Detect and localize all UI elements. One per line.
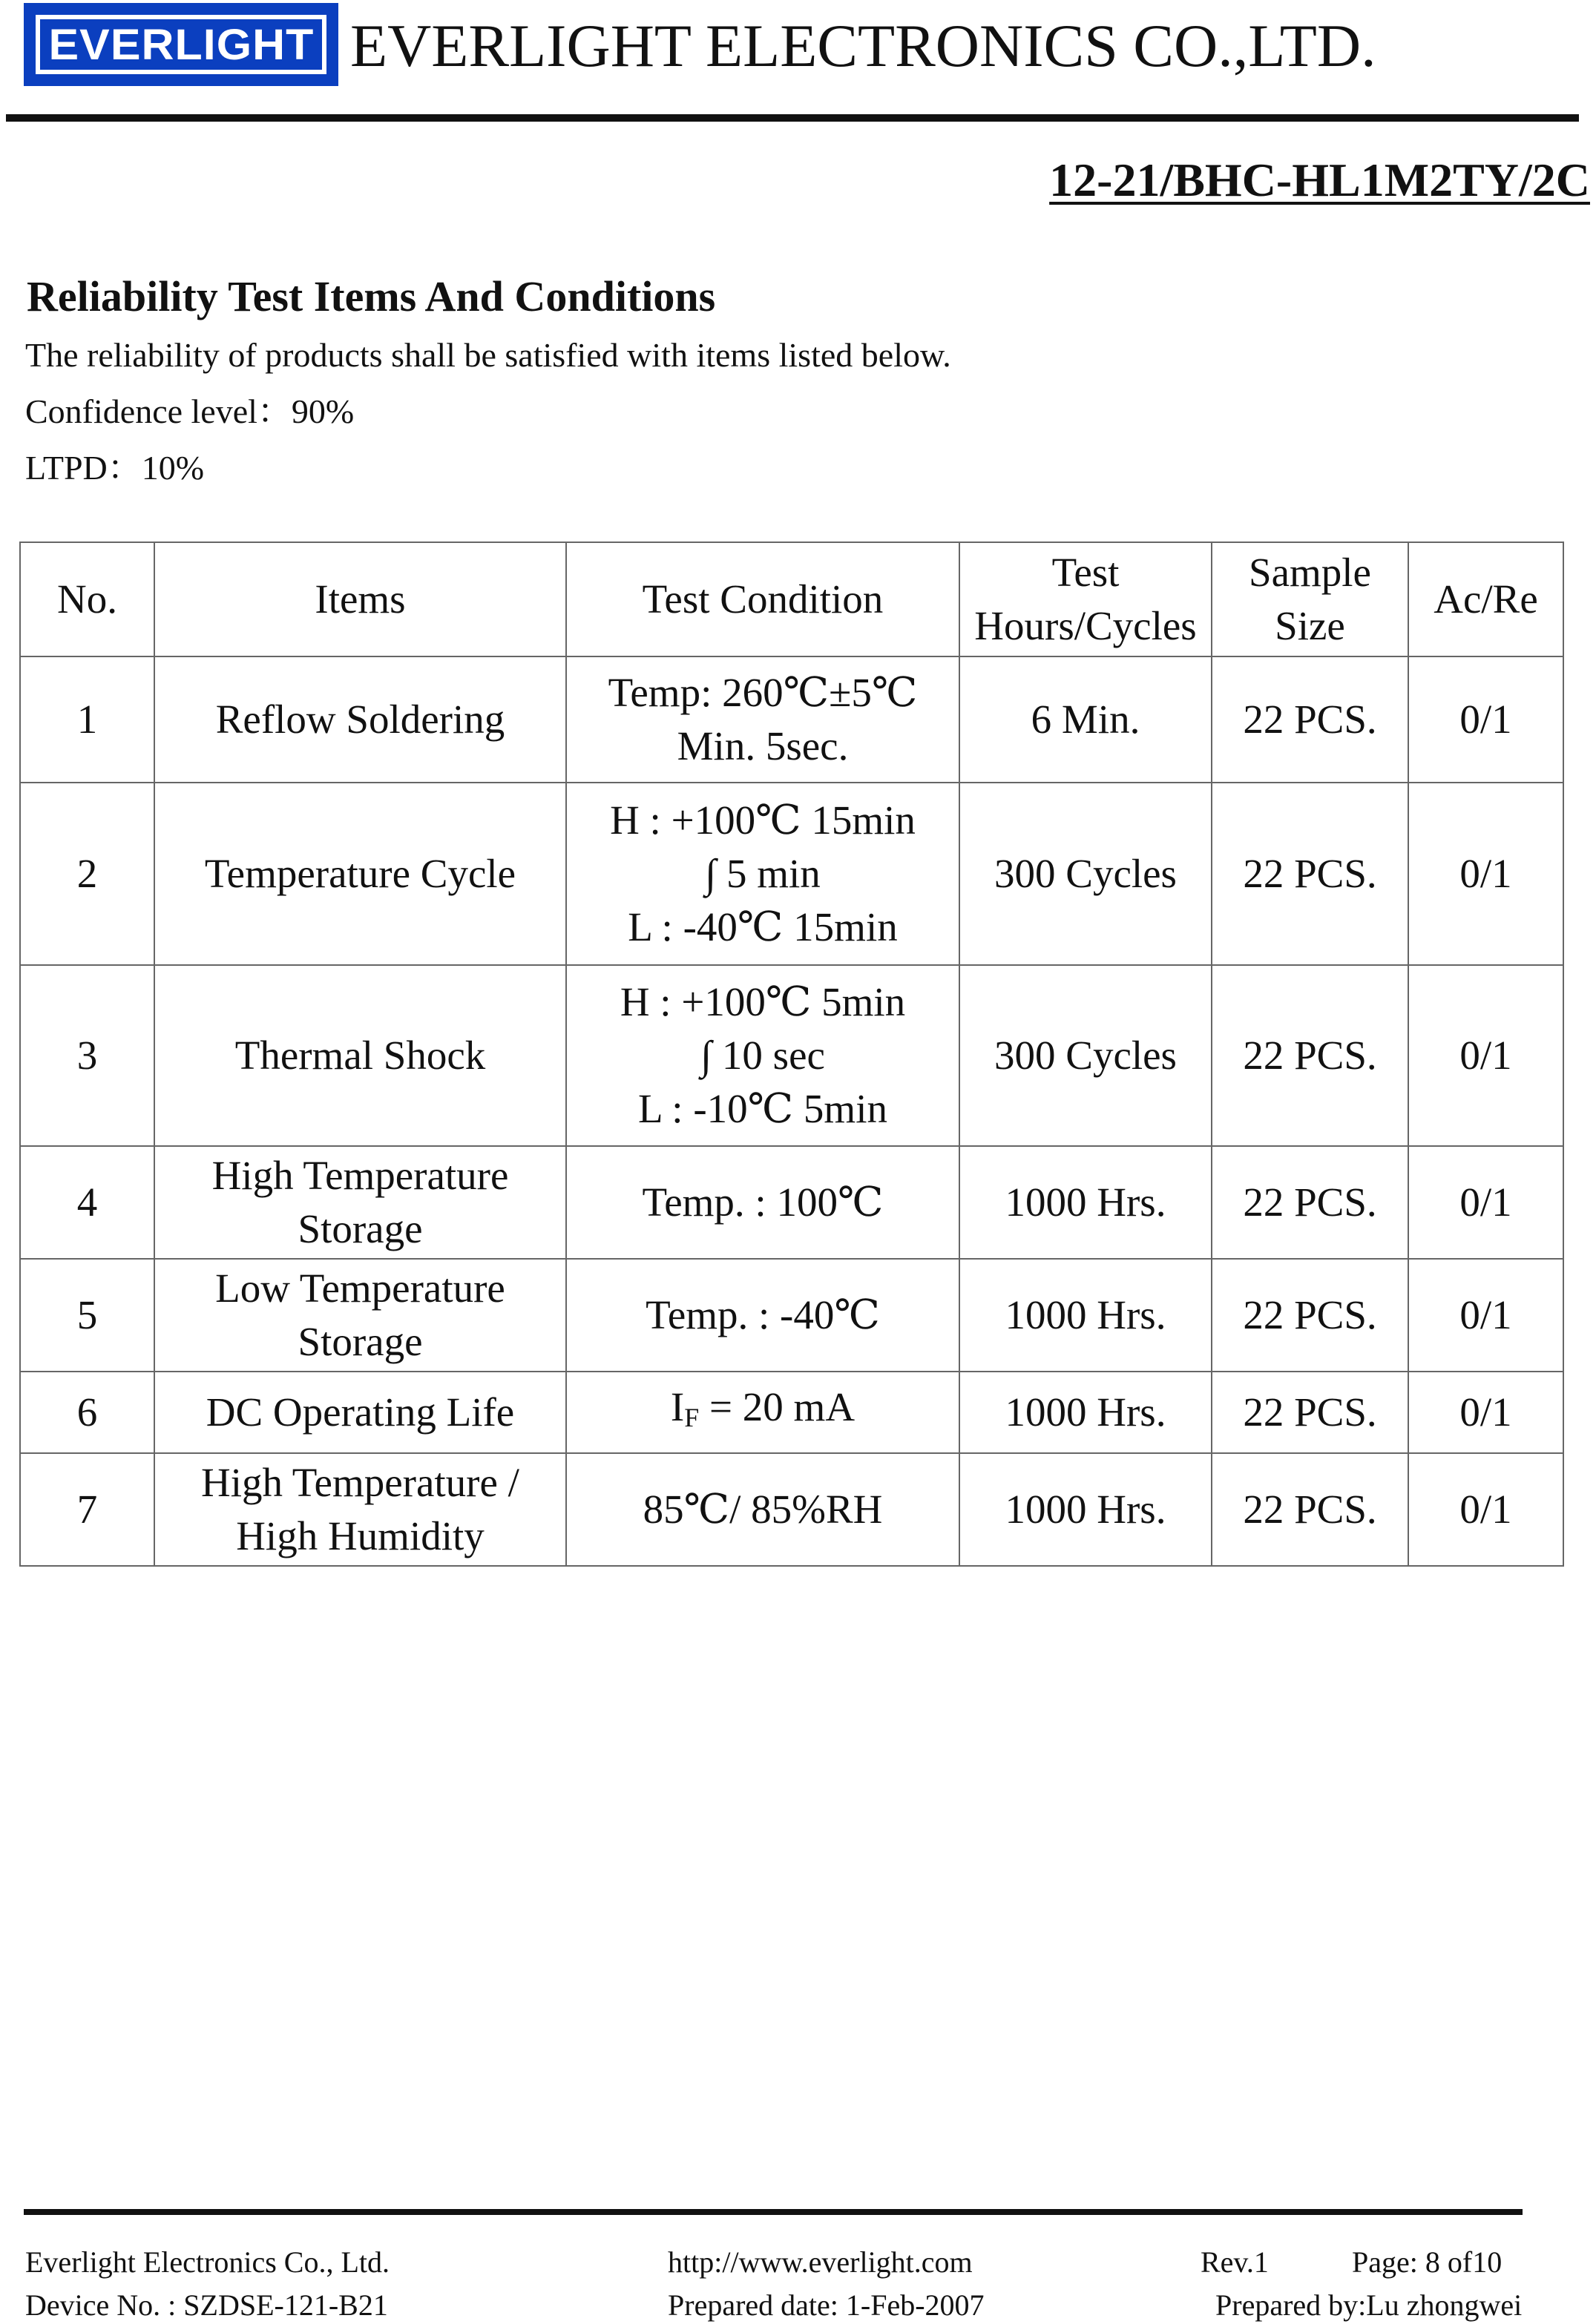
col-header-hours-line2: Hours/Cycles [974,603,1197,648]
cell-condition-line: H : +100℃ 15min [610,797,916,843]
footer-url[interactable]: http://www.everlight.com [668,2245,973,2279]
cell-no: 2 [20,783,154,965]
cell-hours: 1000 Hrs. [959,1146,1212,1259]
cell-acre: 0/1 [1408,1372,1563,1453]
cell-item-line: Storage [298,1319,423,1364]
footer-device-number: Device No. : SZDSE-121-B21 [25,2288,388,2322]
col-header-hours-line1: Test [1051,550,1120,595]
cell-sample: 22 PCS. [1212,783,1408,965]
cell-no: 3 [20,965,154,1146]
col-header-sample-line2: Size [1275,603,1345,648]
forward-current-value: = 20 mA [699,1384,856,1429]
ltpd-value: LTPD：10% [25,449,205,487]
cell-sample: 22 PCS. [1212,965,1408,1146]
header-rule [6,114,1579,122]
cell-item-line: High Temperature [211,1153,509,1198]
cell-item [154,1259,566,1372]
cell-sample: 22 PCS. [1212,1146,1408,1259]
table-header-row [20,542,1563,656]
cell-condition-line: Temp. : 100℃ [642,1179,884,1225]
cell-item [154,1146,566,1259]
cell-condition-line: Min. 5sec. [677,723,849,768]
cell-condition-line: L : -40℃ 15min [628,904,898,949]
cell-item-line: Low Temperature [215,1265,505,1311]
cell-no: 7 [20,1453,154,1566]
cell-condition-line: ∫ 10 sec [700,1033,825,1078]
cell-condition [566,1146,959,1259]
col-header-sample [1212,542,1408,656]
cell-acre: 0/1 [1408,1259,1563,1372]
cell-item-line: Storage [298,1206,423,1251]
cell-hours: 1000 Hrs. [959,1372,1212,1453]
logo-frame [36,15,326,74]
cell-hours: 300 Cycles [959,783,1212,965]
cell-condition [566,656,959,783]
cell-item-line: High Temperature / [201,1460,519,1505]
part-number: 12-21/BHC-HL1M2TY/2C [1049,154,1590,206]
cell-hours: 1000 Hrs. [959,1453,1212,1566]
table-row [20,783,1563,965]
cell-condition [566,965,959,1146]
cell-sample: 22 PCS. [1212,1259,1408,1372]
footer-company: Everlight Electronics Co., Ltd. [25,2245,390,2279]
cell-hours: 300 Cycles [959,965,1212,1146]
col-header-items: Items [154,542,566,656]
cell-hours: 1000 Hrs. [959,1259,1212,1372]
everlight-logo [24,3,338,86]
cell-no: 5 [20,1259,154,1372]
cell-item-line: Thermal Shock [234,1033,486,1078]
cell-condition-line: Temp. : -40℃ [646,1292,880,1337]
table-row [20,1259,1563,1372]
footer-prepared-by: Prepared by:Lu zhongwei [1215,2288,1523,2322]
cell-sample: 22 PCS. [1212,656,1408,783]
section-description: The reliability of products shall be satisfied with items listed below. [25,336,951,374]
cell-item [154,965,566,1146]
cell-condition-line: Temp: 260℃±5℃ [608,670,918,715]
cell-acre: 0/1 [1408,1453,1563,1566]
cell-condition-line: L : -10℃ 5min [638,1086,887,1131]
cell-condition [566,783,959,965]
footer-page-number: Page: 8 of10 [1352,2245,1503,2279]
col-header-condition: Test Condition [566,542,959,656]
cell-sample: 22 PCS. [1212,1453,1408,1566]
footer-prepared-date: Prepared date: 1-Feb-2007 [668,2288,985,2322]
cell-acre: 0/1 [1408,965,1563,1146]
cell-no: 1 [20,656,154,783]
col-header-sample-line1: Sample [1249,550,1371,595]
cell-acre: 0/1 [1408,1146,1563,1259]
footer-revision: Rev.1 [1201,2245,1269,2279]
forward-current-symbol: I [670,1384,685,1429]
section-title: Reliability Test Items And Conditions [27,272,716,320]
table-row [20,656,1563,783]
cell-hours: 6 Min. [959,656,1212,783]
cell-item [154,656,566,783]
cell-acre: 0/1 [1408,783,1563,965]
footer-rule [24,2209,1523,2215]
reliability-table [19,542,1564,1567]
cell-condition-line: ∫ 5 min [705,851,821,896]
cell-condition-line: 85℃/ 85%RH [643,1487,883,1532]
cell-acre: 0/1 [1408,656,1563,783]
cell-item-line: High Humidity [236,1513,485,1558]
cell-sample: 22 PCS. [1212,1372,1408,1453]
cell-condition-line: H : +100℃ 5min [620,979,906,1024]
cell-item [154,783,566,965]
col-header-hours [959,542,1212,656]
logo-wordmark: EVERLIGHT [48,20,314,69]
confidence-level: Confidence level：90% [25,392,355,430]
col-header-no: No. [20,542,154,656]
forward-current-subscript: F [684,1403,700,1432]
cell-item-line: DC Operating Life [206,1389,515,1435]
table-row [20,1372,1563,1453]
company-name: EVERLIGHT ELECTRONICS CO.,LTD. [350,12,1376,79]
cell-condition [566,1372,959,1453]
cell-item-line: Temperature Cycle [204,851,516,896]
cell-item [154,1372,566,1453]
cell-no: 4 [20,1146,154,1259]
cell-no: 6 [20,1372,154,1453]
cell-item [154,1453,566,1566]
cell-condition [566,1453,959,1566]
table-row [20,965,1563,1146]
table-row [20,1146,1563,1259]
col-header-acre: Ac/Re [1408,542,1563,656]
cell-condition [566,1259,959,1372]
table-row [20,1453,1563,1566]
cell-item-line: Reflow Soldering [215,697,505,742]
